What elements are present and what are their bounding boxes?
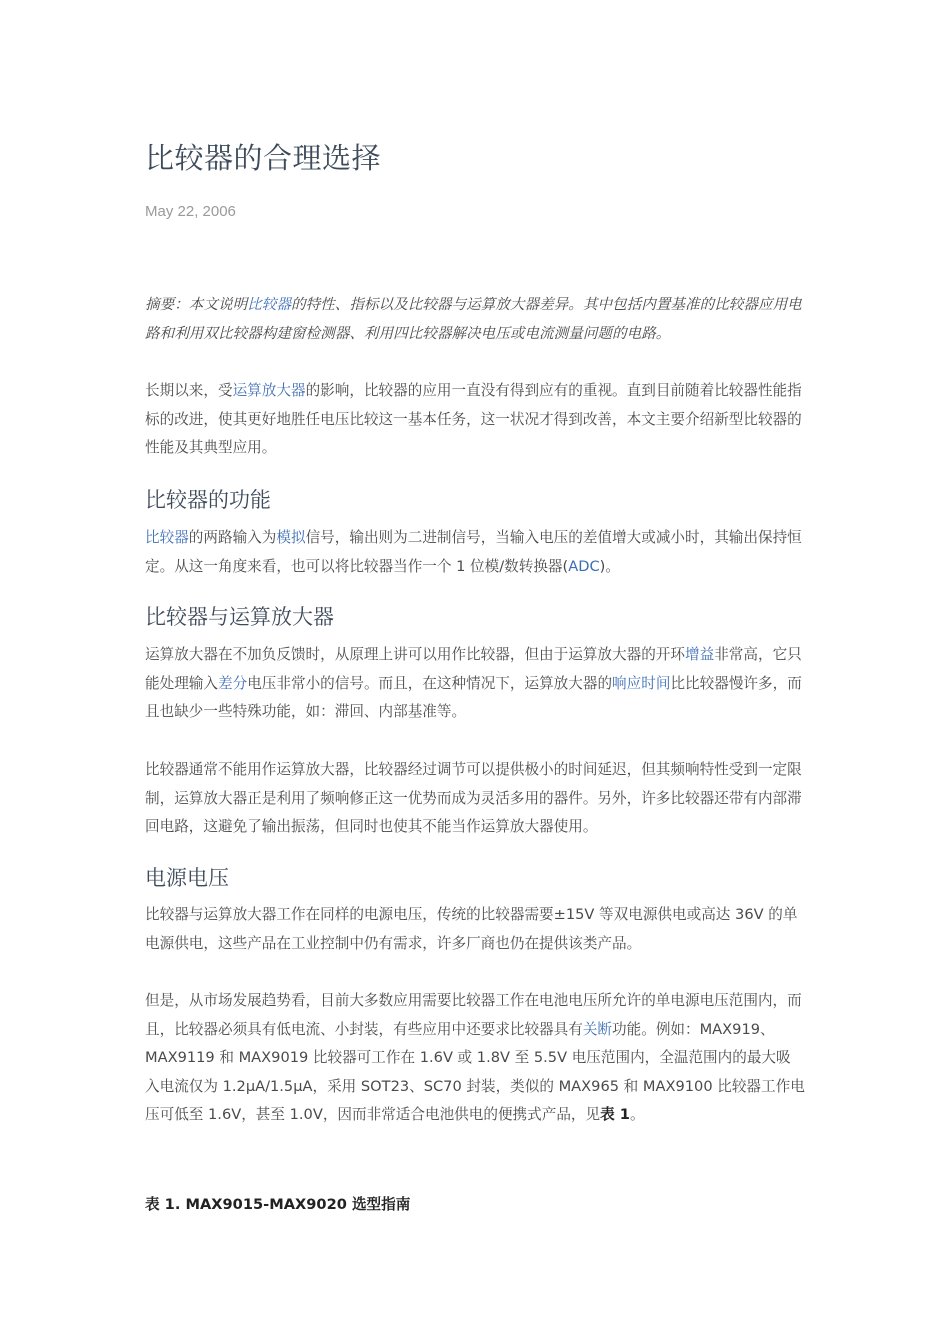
abstract-text-1: 摘要：本文说明 xyxy=(145,296,248,313)
link-response-time[interactable]: 响应时间 xyxy=(612,674,671,692)
section-heading-vs-opamp: 比较器与运算放大器 xyxy=(145,605,334,629)
vs-opamp-paragraph-2: 比较器通常不能用作运算放大器，比较器经过调节可以提供极小的时间延迟，但其频响特性受到一定限制，运算放大器正是利用了频响修正这一优势而成为灵活多用的器件。另外，许多比较器还带有内部滞回电路，这避免了输出振荡，但同时也使其不能当作运算放大器使用。 xyxy=(145,761,802,836)
page-title: 比较器的合理选择 xyxy=(145,141,382,175)
link-gain[interactable]: 增益 xyxy=(684,646,715,663)
table-1-reference: 表 1 xyxy=(600,1106,630,1124)
vs-opamp-text-3: 电压非常小的信号。而且，在这种情况下，运算放大器的 xyxy=(247,674,613,692)
intro-paragraph xyxy=(145,377,805,463)
vs-opamp-paragraph-1 xyxy=(145,641,805,727)
vs-opamp-text-1: 运算放大器在不加负反馈时，从原理上讲可以用作比较器，但由于运算放大器的开环 xyxy=(145,646,685,663)
function-text-2: 信号，输出则为二进制信号，当输入电压的差值增大或减小时，其输出保持恒定。从这一角度来看，也可以将比较器当作一个 1 位模/数转换器( xyxy=(145,529,802,575)
function-text-1: 的两路输入为 xyxy=(188,529,277,546)
supply-paragraph-1: 比较器与运算放大器工作在同样的电源电压，传统的比较器需要±15V 等双电源供电或高达 36V 的单电源供电，这些产品在工业控制中仍有需求，许多厂商也仍在提供该类产品。 xyxy=(145,906,798,952)
section-heading-function: 比较器的功能 xyxy=(145,488,271,512)
intro-text-1: 长期以来，受 xyxy=(145,382,233,399)
supply-paragraph-2 xyxy=(145,987,805,1130)
function-paragraph xyxy=(145,524,805,581)
link-comparator[interactable]: 比较器 xyxy=(247,296,291,313)
link-op-amp[interactable]: 运算放大器 xyxy=(232,382,306,399)
function-text-3: )。 xyxy=(599,557,620,575)
vs-opamp-text-2: 非常高，它只能处理输入 xyxy=(145,646,802,692)
supply-text-3: 。 xyxy=(629,1106,645,1124)
publish-date: May 22, 2006 xyxy=(145,203,236,220)
section-heading-supply-voltage: 电源电压 xyxy=(145,866,229,890)
link-adc[interactable]: ADC xyxy=(568,557,600,575)
link-analog[interactable]: 模拟 xyxy=(276,529,306,546)
link-differential[interactable]: 差分 xyxy=(217,674,248,692)
intro-text-2: 的影响，比较器的应用一直没有得到应有的重视。直到目前随着比较器性能指标的改进，使其更好地胜任电压比较这一基本任务，这一状况才得到改善，本文主要介绍新型比较器的性能及其典型应用。 xyxy=(145,382,802,457)
supply-text-2: 功能。例如：MAX919、MAX9119 和 MAX9019 比较器可工作在 1.6V 或 1.8V 至 5.5V 电压范围内，全温范围内的最大吸入电流仅为 1.2µA/1.5µA，采用 SOT23、SC70 封装，类似的 MAX965 和 MAX9100 比较器工作电压可低至 1.6V，甚至 1.0V，因而非常适合电池供电的便携式产品，见 xyxy=(145,1020,805,1124)
table-caption: 表 1. MAX9015-MAX9020 选型指南 xyxy=(145,1196,411,1213)
abstract-paragraph xyxy=(145,291,805,348)
supply-text-1: 但是，从市场发展趋势看，目前大多数应用需要比较器工作在电池电压所允许的单电源电压范围内，而且，比较器必须具有低电流、小封装，有些应用中还要求比较器具有 xyxy=(145,992,802,1038)
link-shutdown[interactable]: 关断 xyxy=(582,1020,613,1038)
abstract-text-2: 的特性、指标以及比较器与运算放大器差异。其中包括内置基准的比较器应用电路和利用双比较器构建窗检测器、利用四比较器解决电压或电流测量问题的电路。 xyxy=(145,296,802,342)
vs-opamp-text-4: 比比较器慢许多，而且也缺少一些特殊功能，如：滞回、内部基准等。 xyxy=(145,674,802,721)
link-comparator-2[interactable]: 比较器 xyxy=(145,529,189,546)
